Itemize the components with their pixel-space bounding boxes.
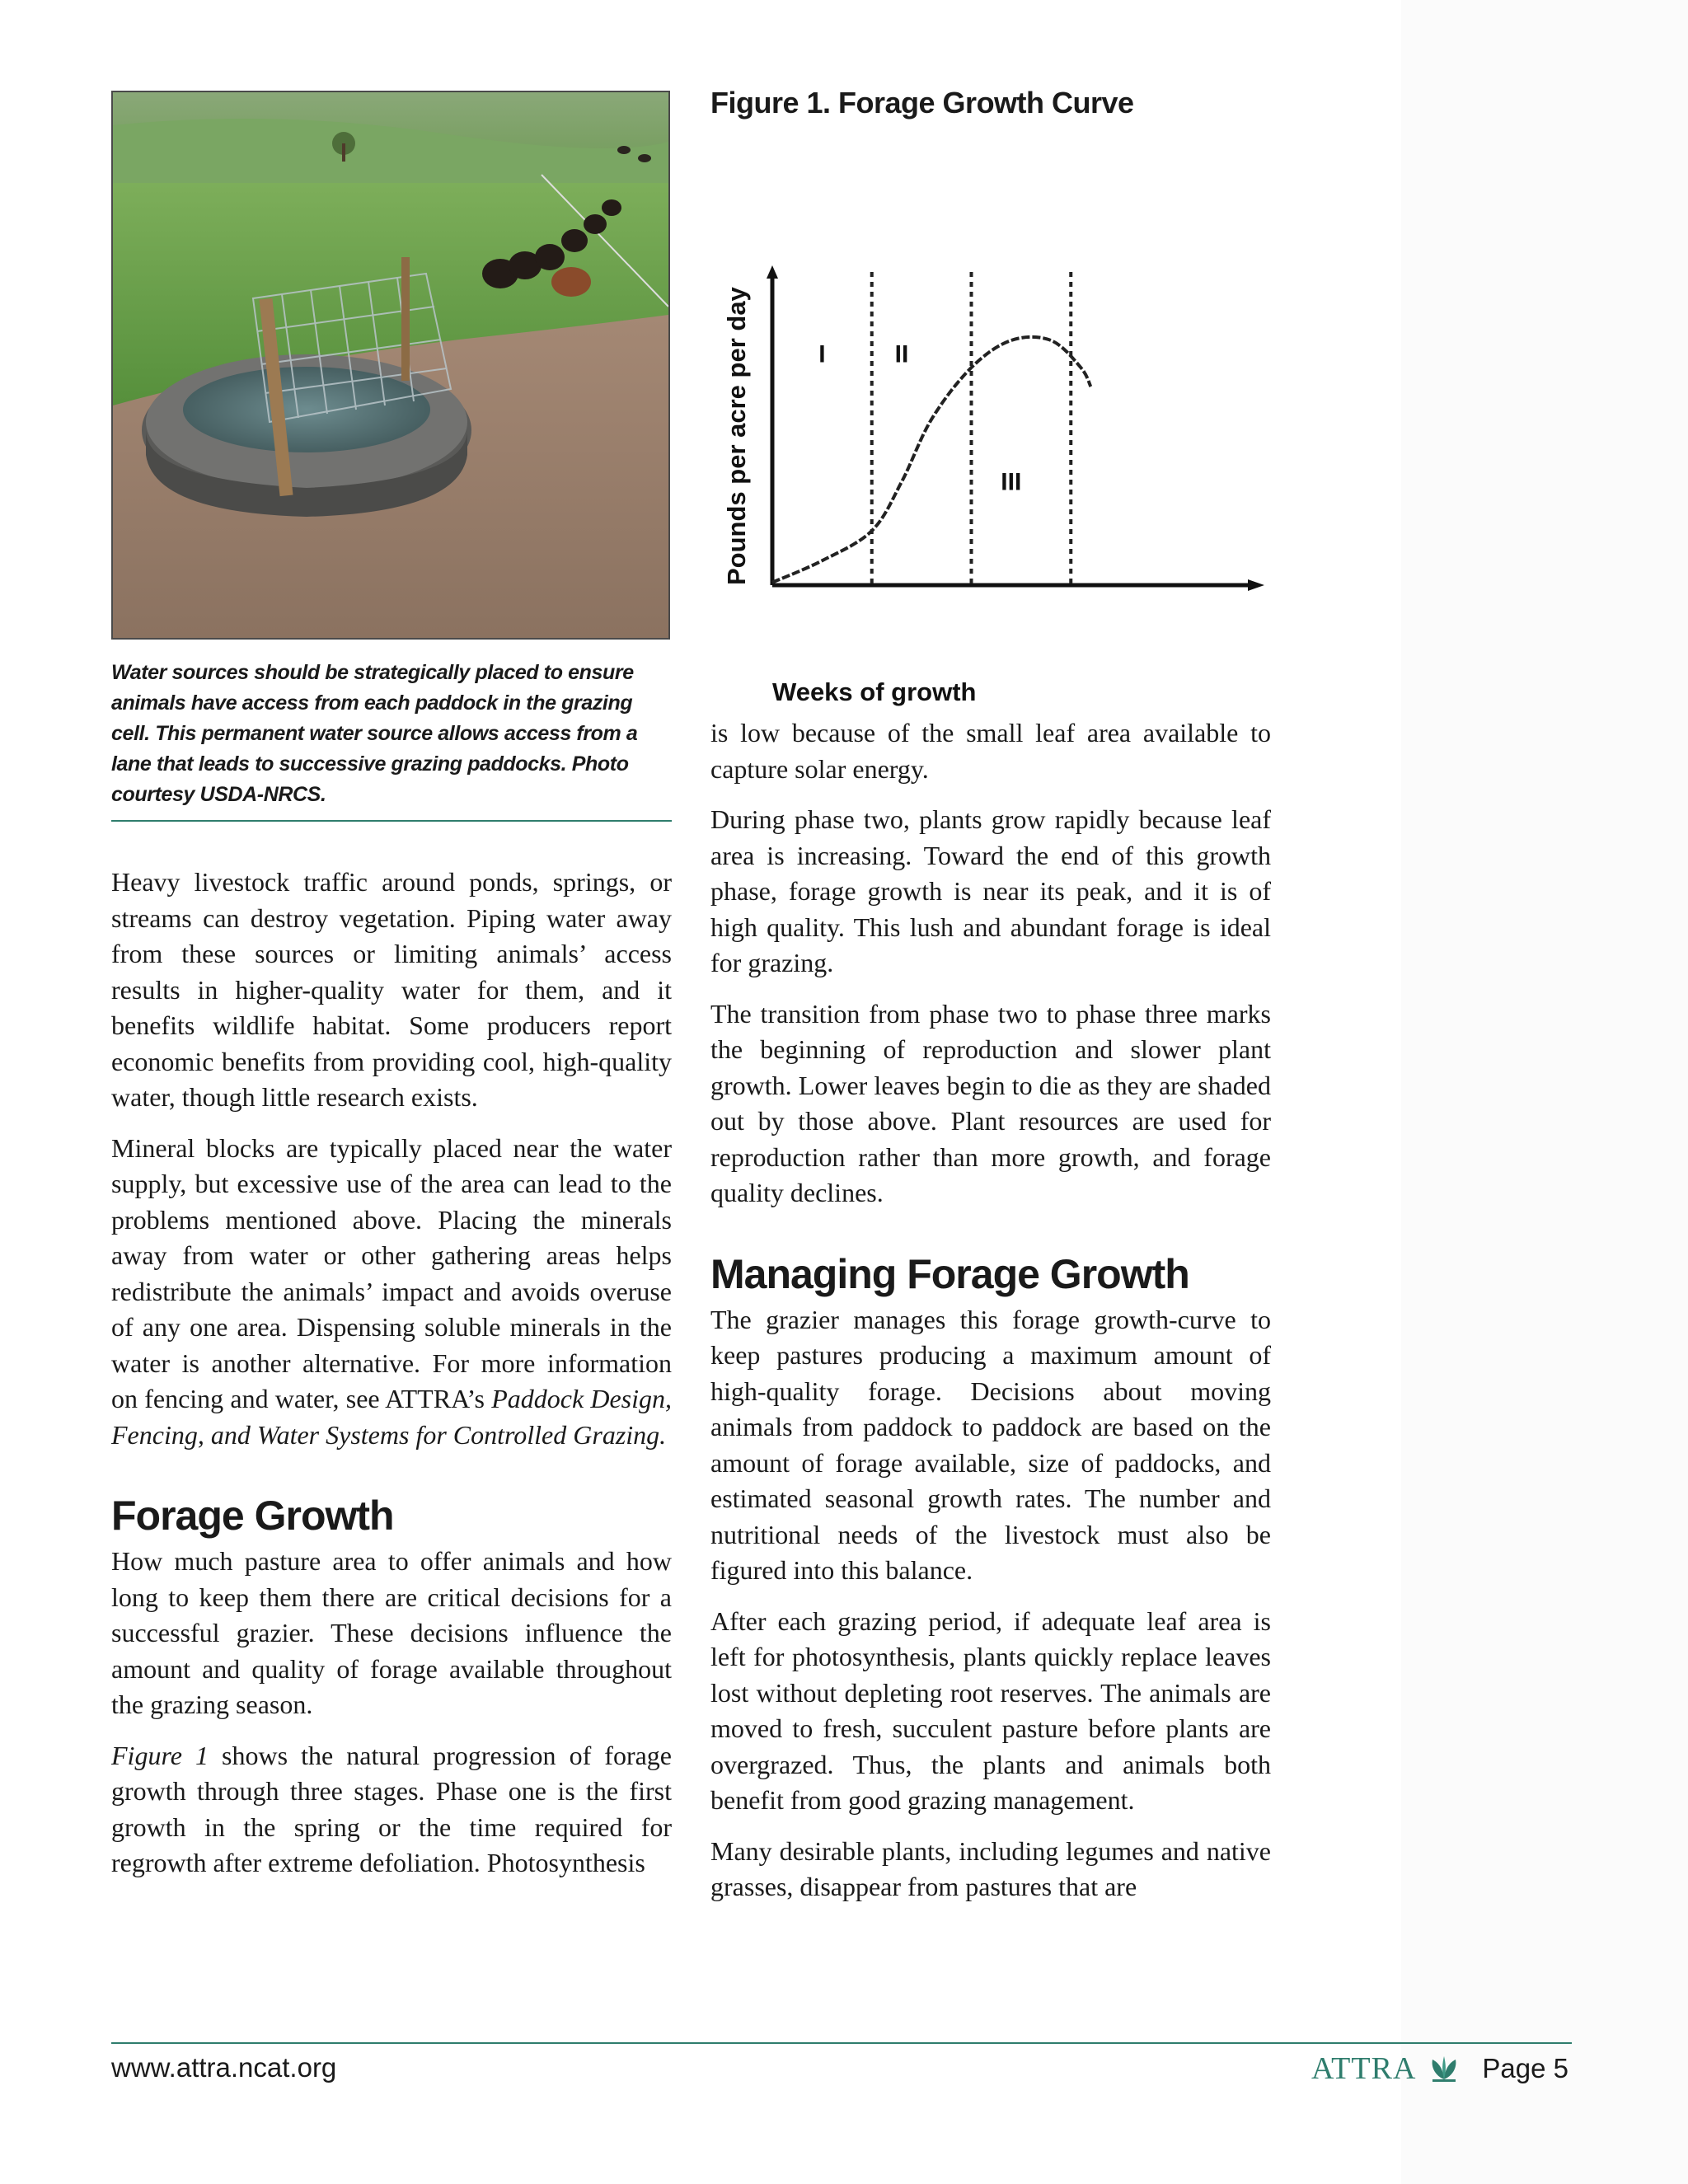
page-number: Page 5 — [1482, 2053, 1568, 2083]
right-paragraph-2: During phase two, plants grow rapidly because leaf area is increasing. Toward the end of this growth phase, forage growth is near its peak, and it is of high quality. This lush and abundant forage is ideal for grazing. — [710, 804, 1271, 977]
forage-growth-chart — [710, 173, 1271, 709]
phase-labels — [818, 340, 1021, 495]
publication-title-link[interactable]: Paddock Design, Fencing, and Water Systems for Controlled Grazing. — [111, 1384, 673, 1450]
right-paragraph-4: The grazier manages this forage growth-curve to keep pastures producing a maximum amount of high-quality forage. Decisions about moving animals from paddock to paddock are based on the amount of forage available, size of paddocks, and estimated seasonal growth rates. The number and nutritional needs of the livestock must also be figured into this balance. — [710, 1304, 1271, 1585]
figure-title: Figure 1. Forage Growth Curve — [710, 86, 1134, 120]
left-paragraph-4-text: shows the natural progression of forage growth through three stages. Phase one is the first growth in the spring or the time required for regrowth after extreme defoliation. Photosynthesis — [111, 1740, 673, 1877]
y-axis-arrow — [767, 265, 778, 279]
section-heading-forage-growth: Forage Growth — [111, 1493, 394, 1539]
growth-curve — [772, 337, 1090, 583]
right-paragraph-3: The transition from phase two to phase three marks the beginning of reproduction and slower plant growth. Lower leaves begin to die as they are shaded out by those above. Plant resources are used for reproduction rather than more growth, and forage quality declines. — [710, 998, 1271, 1207]
left-paragraph-4 — [111, 1738, 672, 1882]
right-text-flow — [710, 715, 1271, 1920]
y-axis-label: Pounds per acre per day — [722, 287, 751, 585]
left-paragraph-3: How much pasture area to offer animals and how long to keep them there are critical decisions for a successful grazier. These decisions influence the amount and quality of forage available throughout the grazing season. — [111, 1546, 672, 1719]
phase-label-3: III — [1001, 468, 1022, 496]
figure-reference: Figure 1 — [111, 1740, 209, 1770]
x-axis-label: Weeks of growth — [772, 677, 977, 706]
x-axis-arrow — [1248, 579, 1264, 591]
left-paragraph-2-text: Mineral blocks are typically placed near the water supply, but excessive use of the area can lead to the problems mentioned above. Placing the minerals away from water or other gathering areas helps redistribute the animals’ impact and avoids overuse of any one area. Dispensing soluble minerals in the water is another alternative. For more information on fencing and water, see ATTRA’s — [111, 1132, 672, 1413]
photo-caption: Water sources should be strategically placed to ensure animals have access from each paddock in the grazing cell. This permanent water source allows access from a lane that leads to successive grazing paddocks. Photo courtesy USDA-NRCS. — [111, 658, 672, 822]
left-paragraph-1: Heavy livestock traffic around ponds, springs, or streams can destroy vegetation. Piping water away from these sources or limiting animals’ access results in higher-quality water for them, and it benefits wildlife habitat. Some producers report economic benefits from providing cool, high-quality water, though little research exists. — [111, 867, 672, 1112]
left-column — [111, 91, 672, 1896]
attra-logo-text: ATTRA — [1311, 2051, 1417, 2086]
footer-url-link[interactable]: www.attra.ncat.org — [111, 2052, 337, 2083]
water-trough-photo — [111, 91, 670, 640]
right-paragraph-6: Many desirable plants, including legumes and native grasses, disappear from pastures that are — [710, 1835, 1271, 1901]
right-paragraph-5: After each grazing period, if adequate leaf area is left for photosynthesis, plants quickly replace leaves lost without depleting root reserves. The animals are moved to fresh, succulent pasture before plants are overgrazed. Thus, the plants and animals both benefit from good grazing management. — [710, 1605, 1271, 1815]
right-paragraph-1: is low because of the small leaf area available to capture solar energy. — [710, 718, 1271, 784]
right-column — [710, 82, 1271, 1901]
page-margin-shade — [1401, 0, 1688, 2184]
phase-label-2: II — [894, 340, 909, 368]
phase-label-1: I — [818, 340, 826, 368]
photo-illustration — [113, 92, 668, 638]
leaf-logo-icon — [1428, 2055, 1461, 2083]
section-heading-managing-forage-growth: Managing Forage Growth — [710, 1250, 1189, 1297]
phase-boundaries — [872, 272, 1071, 585]
left-paragraph-2 — [111, 1131, 672, 1454]
footer-rule — [111, 2042, 1572, 2044]
footer-right — [1311, 2050, 1568, 2087]
